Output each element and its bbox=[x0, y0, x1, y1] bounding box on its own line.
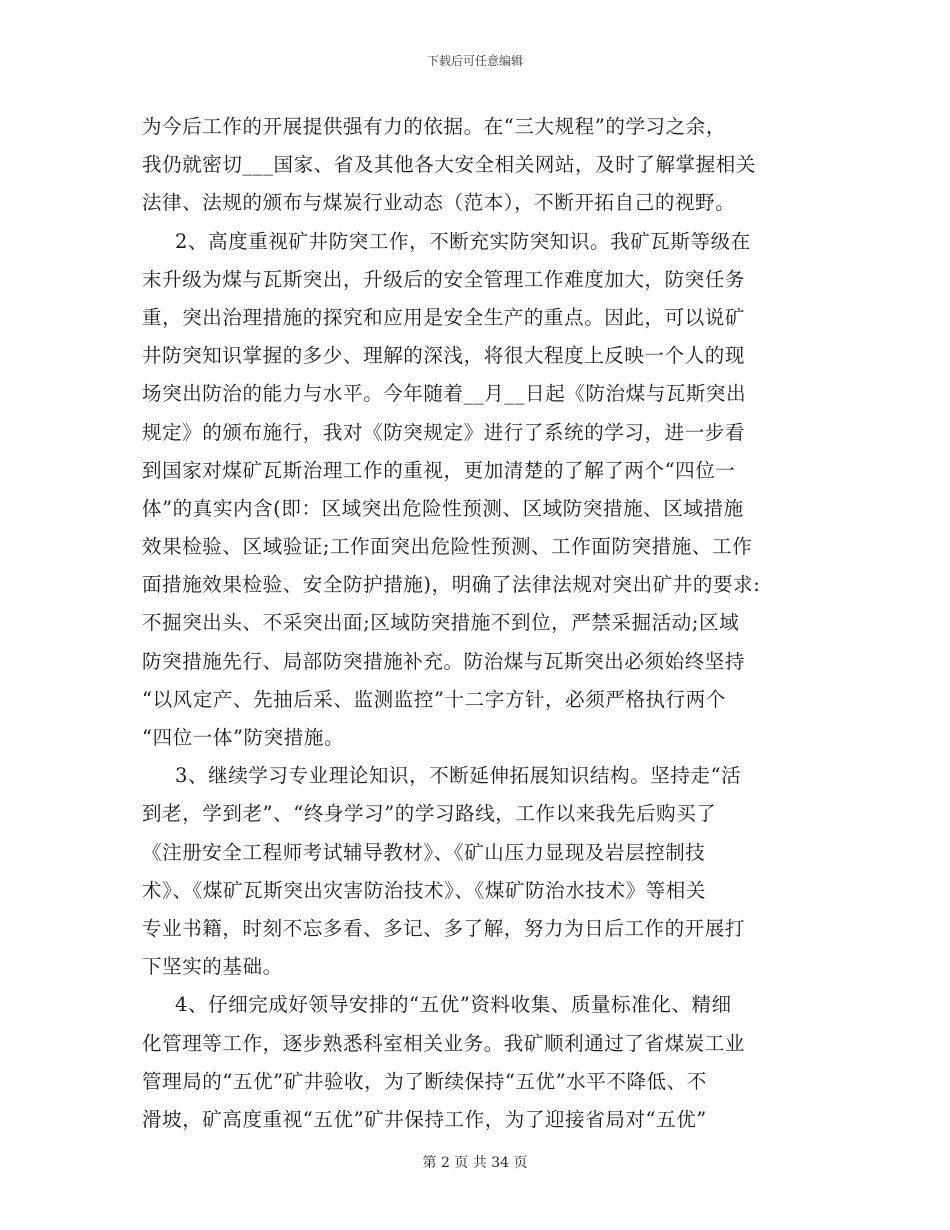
text-line: “四位一体”防突措施。 bbox=[142, 726, 345, 749]
text-line: 3、继续学习专业理论知识，不断延伸拓展知识结构。坚持走“活 bbox=[175, 764, 742, 788]
text-line: 2、高度重视矿井防突工作，不断充实防突知识。我矿瓦斯等级在 bbox=[175, 229, 751, 253]
text-line: 不掘突出头、不采突出面;区域防突措施不到位，严禁采掘活动;区域 bbox=[142, 611, 740, 635]
text-line: 术》、《煤矿瓦斯突出灾害防治技术》、《煤矿防治水技术》等相关 bbox=[142, 878, 707, 902]
text-line: 《注册安全工程师考试辅导教材》、《矿山压力显现及岩层控制技 bbox=[142, 840, 706, 864]
text-line: 井防突知识掌握的多少、理解的深浅，将很大程度上反映一个人的现 bbox=[142, 344, 746, 368]
text-line: 为今后工作的开展提供强有力的依据。在“三大规程”的学习之余， bbox=[142, 115, 726, 138]
text-line: 面措施效果检验、安全防护措施)，明确了法律法规对突出矿井的要求: bbox=[142, 573, 761, 597]
page-number: 第 2 页 共 34 页 bbox=[422, 1155, 528, 1171]
text-line: 化管理等工作，逐步熟悉科室相关业务。我矿顺利通过了省煤炭工业 bbox=[142, 1031, 746, 1055]
page-header: 下载后可任意编辑 bbox=[426, 54, 523, 68]
text-line: 管理局的“五优”矿井验收，为了断续保持“五优”水平不降低、不 bbox=[142, 1069, 707, 1093]
text-line: 体”的真实内含(即：区域突出危险性预测、区域防突措施、区域措施 bbox=[142, 496, 744, 520]
text-line: 场突出防治的能力与水平。今年随着__月__日起《防治煤与瓦斯突出 bbox=[142, 382, 747, 406]
text-line: 滑坡，矿高度重视“五优”矿井保持工作，为了迎接省局对“五优” bbox=[142, 1107, 707, 1131]
text-line: 专业书籍，时刻不忘多看、多记、多了解，努力为日后工作的开展打 bbox=[142, 916, 746, 940]
text-line: 规定》的颁布施行，我对《防突规定》进行了系统的学习，进一步看 bbox=[142, 420, 746, 444]
document-body bbox=[142, 108, 812, 1139]
text-line: 重，突出治理措施的探究和应用是安全生产的重点。因此，可以说矿 bbox=[142, 305, 746, 329]
text-line: 我仍就密切___国家、省及其他各大安全相关网站，及时了解掌握相关 bbox=[142, 153, 756, 177]
text-line: 末升级为煤与瓦斯突出，升级后的安全管理工作难度加大，防突任务 bbox=[142, 267, 746, 291]
text-line: 法律、法规的颁布与煤炭行业动态（范本），不断开拓自己的视野。 bbox=[142, 191, 736, 215]
text-line: 防突措施先行、局部防突措施补充。防治煤与瓦斯突出必须始终坚持 bbox=[142, 649, 746, 673]
text-line: “以风定产、先抽后采、监测监控”十二字方针，必须严格执行两个 bbox=[142, 687, 726, 711]
text-line: 4、仔细完成好领导安排的“五优”资料收集、质量标准化、精细 bbox=[175, 993, 732, 1017]
text-line: 下坚实的基础。 bbox=[142, 955, 283, 979]
text-line: 到国家对煤矿瓦斯治理工作的重视，更加清楚的了解了两个“四位一 bbox=[142, 458, 736, 482]
text-line: 到老，学到老”、“终身学习”的学习路线，工作以来我先后购买了 bbox=[142, 802, 717, 826]
text-line: 效果检验、区域验证;工作面突出危险性预测、工作面防突措施、工作 bbox=[142, 535, 753, 559]
